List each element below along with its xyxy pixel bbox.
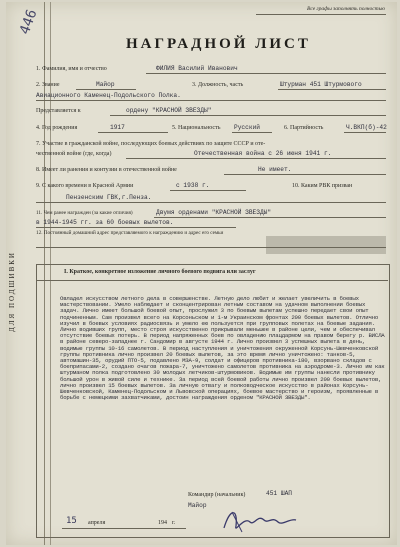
field-3-line [278,89,386,90]
field-2-label: 2. Звание [36,82,60,88]
commander-rank: Майор [188,502,207,509]
field-11-value-continued: в 1944-1945 гг. за 60 боевых вылетов. [36,219,174,226]
field-7-value: Отечественная война с 26 июня 1941 г. [194,150,332,157]
section-heading: I. Краткое, конкретное изложение личного боевого подвига или заслуг [64,269,256,275]
field-3-line-2 [36,100,386,101]
field-11-line [154,217,386,218]
field-7-label-continued: чественной войне (где, когда) [36,151,112,157]
field-1-value: ФИЛИЯ Василий Иванович [156,65,238,72]
field-9-label: 9. С какого времени в Красной Армии [36,183,134,189]
commander-signature [220,502,300,538]
header-rule [256,14,386,15]
field-1-label: 1. Фамилия, имя и отчество [36,66,107,72]
document-title: НАГРАДНОЙ ЛИСТ [126,36,311,52]
field-6-value: Ч.ВКП(б)-42 [346,124,387,131]
field-9-value: с 1938 г. [176,182,210,189]
narrative-text: Овладел искусством летного дела в совершенстве. Летную дело любит и желает увеличить в боевых мастерствовании. Умело наблюдает и сконцентрирован летным составом на удачном выполнении боевых задач. Лично имеет большой боевой опыт, прослужил 3 по боевым вылетам успешно передает свои опыт подчиненным. Сам произвел всего на Корсоньском и 1-м Украинском фронтах 200 боевых вылетов. Отлично изучил в боевых условиях радиосвязь и умело ею пользуется при групповых полетах на боевые задания. Лично водивших групп, место строя искусственно прикрывали меньшее в районе цели, чем и обеспечивал отсутствие боевых потерь. В период напряженных боев по овладению плацдармом на правом берегу р. ВИСЛА в районе северо-западнее г. Сандомир в августе 1944 г. Лично произвел 3 успешных вылета в день, водимые группы 10-16 самолетов. В период наступления и уничтожения окруженной Корсунь-Шевченковской группы противника лично произвел 20 боевых вылетов, за это время лично уничтожено: танков-5, автомашин-35, орудий ПТО-5, подавлено МЗА-9, солдат и офицеров противника-180, взорвано складов с боеприпасами-2, создано очагов пожара-7, уничтожено самолетов противника на аэродроме-3. Лично им как штурманом полка подготовлено 30 молодых летчиков-штурмовиков. Водимые им группы нанесли противнику большой урон в живой силе и технике. За период всей боевой работы лично произвел 200 боевых вылетов, лично произвел 15 боевых вылетов. За личную отвагу и полководческое искусство в районах Корсунь-Шевченковской, Каменец-Подольском и Львовской операциях, боевое мастерство и героизм, проявленные в борьбе с немецкими захватчиками, достоин награждения орденом "КРАСНОЙ ЗВЕЗДЫ". [60,296,385,402]
field-7-label: 7. Участие в гражданской войне, последующих боевых действиях по защите СССР и оте- [36,141,266,147]
presented-label: Представляется к [36,108,81,114]
date-year: 194 [158,520,167,526]
side-binding-label: ДЛЯ ПОДШИВКИ [8,251,16,332]
field-7-line [126,158,386,159]
field-6-label: 6. Партийность [284,125,324,131]
field-4-label: 4. Год рождения [36,125,78,131]
field-5-label: 5. Национальность [172,125,221,131]
field-10-value: Пензенским ГВК,г.Пенза. [66,194,152,201]
redacted-address [266,236,386,254]
presented-value: ордену "КРАСНОЙ ЗВЕЗДЫ" [126,107,212,114]
field-3-label: 3. Должность, часть [192,82,244,88]
field-5-value: Русский [234,124,260,131]
date-line [62,528,186,529]
field-3-value-continued: Авиационного Каменец-Подольского Полка. [36,92,181,99]
narrative-header-rule [36,280,388,281]
field-11-line-2 [36,227,236,228]
field-10-label: 10. Каким РВК призван [292,183,353,189]
field-8-label: 8. Имеет ли ранения и контузии в отечественной войне [36,167,177,173]
field-6-line [344,132,386,133]
field-4-value: 1917 [110,124,125,131]
field-8-value: Не имеет. [258,166,292,173]
field-2-line [76,89,136,90]
date-year-suffix: г. [172,520,176,526]
field-12-line [36,247,386,248]
field-10-line [36,202,386,203]
field-1-line [146,73,386,74]
date-month: апреля [88,520,106,526]
commander-label: Командир (начальник) [188,492,246,498]
field-11-value: Двумя орденами "КРАСНОЙ ЗВЕЗДЫ" [156,209,272,216]
commander-unit: 451 ШАП [266,490,292,497]
field-8-line [224,174,386,175]
field-4-line [98,132,168,133]
header-instruction: Все графы заполнять полностью [306,6,385,12]
field-2-value: Майор [96,81,115,88]
field-3-value: Штурман 451 Штурмового [280,81,362,88]
date-day: 15 [66,516,77,526]
field-11-label: 11. Чем ранее награжден (за какие отличия) [36,210,133,216]
award-sheet [6,2,397,545]
field-5-line [232,132,272,133]
handwritten-file-number: 446 [16,7,41,37]
field-12-label: 12. Постоянный домашний адрес представляемого к награждению и адрес его семьи [36,230,224,236]
field-9-line [170,190,246,191]
presented-line [110,115,386,116]
